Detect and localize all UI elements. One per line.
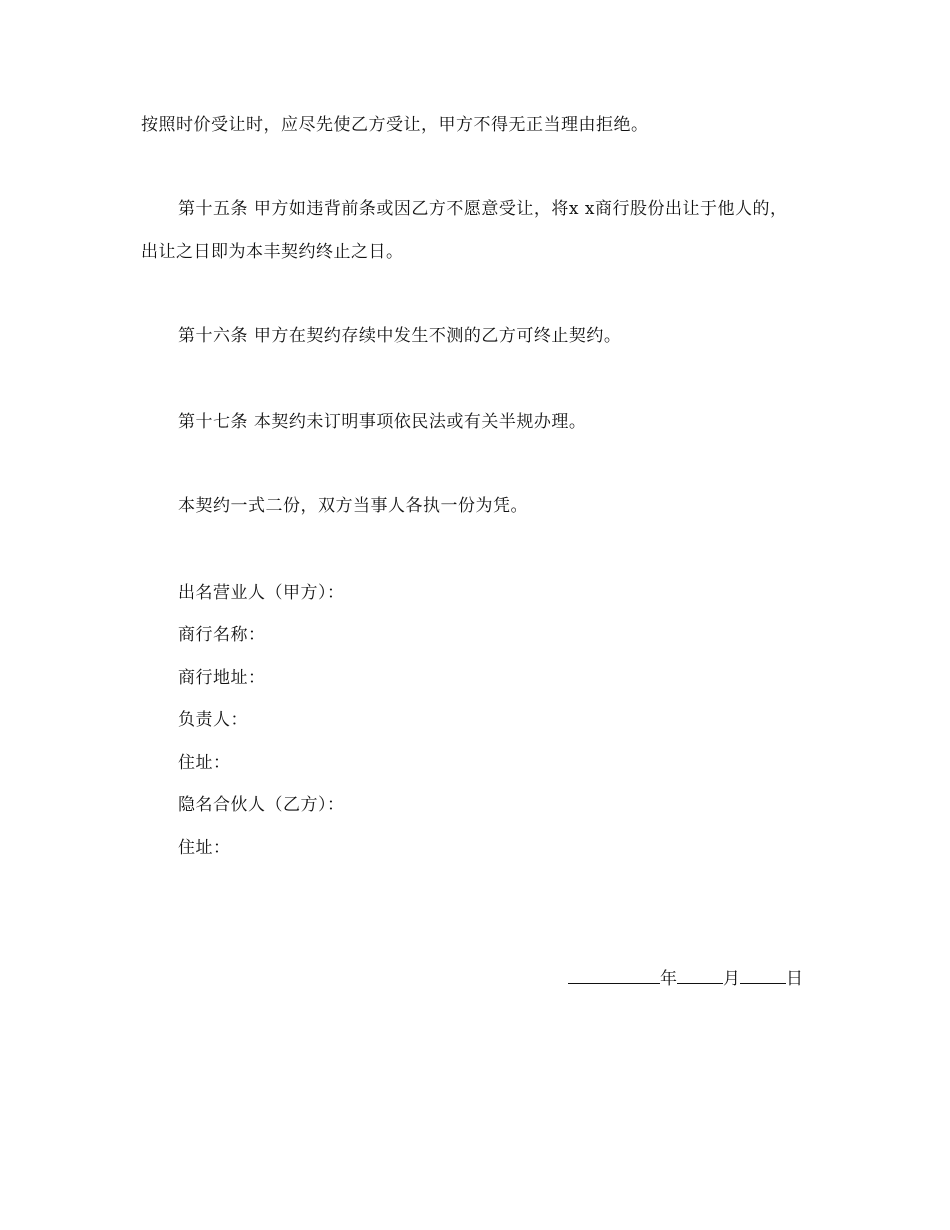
day-blank bbox=[740, 965, 786, 984]
party-a-address-label: 住址： bbox=[178, 753, 231, 773]
copies-clause: 本契约一式二份，双方当事人各执一份为凭。 bbox=[178, 496, 528, 516]
year-blank bbox=[568, 965, 660, 984]
paragraph-continuation: 按照时价受让时，应尽先使乙方受让，甲方不得无正当理由拒绝。 bbox=[141, 115, 649, 135]
party-b-label: 隐名合伙人（乙方）： bbox=[178, 795, 345, 815]
day-label: 日 bbox=[786, 969, 803, 989]
month-blank bbox=[677, 965, 723, 984]
month-label: 月 bbox=[723, 969, 740, 989]
article-15-line-2: 出让之日即为本丰契约终止之日。 bbox=[141, 242, 404, 262]
firm-name-label: 商行名称： bbox=[178, 625, 266, 645]
article-15-line-1: 第十五条 甲方如违背前条或因乙方不愿意受让，将x x商行股份出让于他人的， bbox=[178, 199, 788, 219]
year-label: 年 bbox=[660, 969, 677, 989]
date-line bbox=[568, 965, 803, 990]
party-a-label: 出名营业人（甲方）： bbox=[178, 583, 345, 603]
article-16: 第十六条 甲方在契约存续中发生不测的乙方可终止契约。 bbox=[178, 326, 622, 346]
article-17: 第十七条 本契约未订明事项依民法或有关半规办理。 bbox=[178, 412, 587, 432]
person-in-charge-label: 负责人： bbox=[178, 710, 248, 730]
party-b-address-label: 住址： bbox=[178, 838, 231, 858]
firm-address-label: 商行地址： bbox=[178, 668, 266, 688]
